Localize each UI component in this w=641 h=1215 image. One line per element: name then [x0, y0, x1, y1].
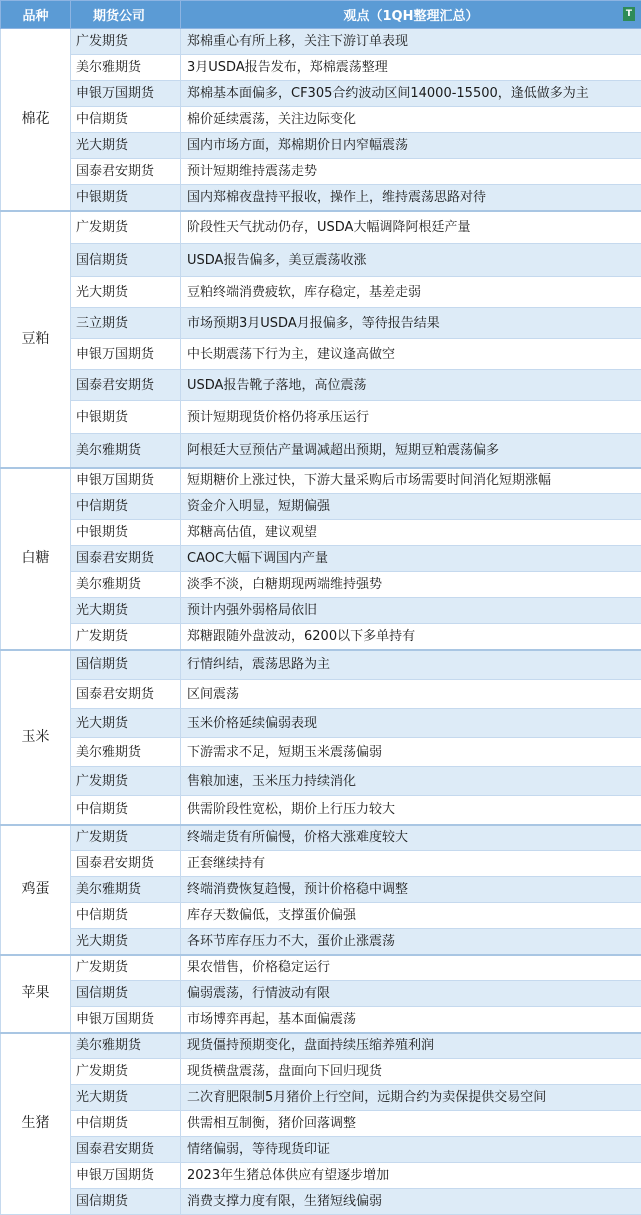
view-cell[interactable]: 阿根廷大豆预估产量调减超出预期，短期豆粕震荡偏多 [181, 434, 641, 468]
view-cell[interactable]: 供需相互制衡，猪价回落调整 [181, 1111, 641, 1137]
company-cell[interactable]: 光大期货 [71, 133, 181, 159]
table-row [1, 107, 641, 133]
company-cell[interactable]: 广发期货 [71, 211, 181, 244]
table-row [1, 277, 641, 308]
company-cell[interactable]: 国泰君安期货 [71, 680, 181, 709]
view-cell[interactable]: 预计短期维持震荡走势 [181, 159, 641, 185]
company-cell[interactable]: 国泰君安期货 [71, 546, 181, 572]
company-cell[interactable]: 国泰君安期货 [71, 1137, 181, 1163]
view-cell[interactable]: 阶段性天气扰动仍存，USDA大幅调降阿根廷产量 [181, 211, 641, 244]
view-cell[interactable]: 行情纠结，震荡思路为主 [181, 650, 641, 680]
view-cell[interactable]: 库存天数偏低，支撑蛋价偏强 [181, 903, 641, 929]
header-row [1, 1, 641, 29]
filter-icon[interactable]: T [623, 7, 635, 21]
view-cell[interactable]: 短期糖价上涨过快，下游大量采购后市场需要时间消化短期涨幅 [181, 468, 641, 494]
category-cell[interactable]: 玉米 [1, 650, 71, 825]
company-cell[interactable]: 光大期货 [71, 709, 181, 738]
table-row [1, 159, 641, 185]
view-cell[interactable]: 郑糖高估值，建议观望 [181, 520, 641, 546]
company-cell[interactable]: 中信期货 [71, 107, 181, 133]
company-cell[interactable]: 中银期货 [71, 520, 181, 546]
company-cell[interactable]: 美尔雅期货 [71, 1033, 181, 1059]
view-cell[interactable]: 国内市场方面，郑棉期价日内窄幅震荡 [181, 133, 641, 159]
table-row [1, 738, 641, 767]
company-cell[interactable]: 中信期货 [71, 796, 181, 825]
company-cell[interactable]: 国信期货 [71, 244, 181, 277]
table-row [1, 211, 641, 244]
table-row [1, 133, 641, 159]
view-cell[interactable]: 供需阶段性宽松，期价上行压力较大 [181, 796, 641, 825]
company-cell[interactable]: 美尔雅期货 [71, 877, 181, 903]
table-row [1, 185, 641, 211]
table-row [1, 308, 641, 339]
company-cell[interactable]: 美尔雅期货 [71, 434, 181, 468]
view-cell[interactable]: 各环节库存压力不大，蛋价止涨震荡 [181, 929, 641, 955]
table-row [1, 81, 641, 107]
company-cell[interactable]: 申银万国期货 [71, 1163, 181, 1189]
table-row [1, 494, 641, 520]
company-cell[interactable]: 申银万国期货 [71, 468, 181, 494]
header-company[interactable]: 期货公司 [71, 1, 181, 29]
table-row [1, 624, 641, 650]
view-cell[interactable]: 豆粕终端消费疲软，库存稳定，基差走弱 [181, 277, 641, 308]
view-cell[interactable]: 终端走货有所偏慢，价格大涨难度较大 [181, 825, 641, 851]
table-row [1, 1137, 641, 1163]
company-cell[interactable]: 广发期货 [71, 825, 181, 851]
view-cell[interactable]: 二次育肥限制5月猪价上行空间，远期合约为卖保提供交易空间 [181, 1085, 641, 1111]
table-row [1, 370, 641, 401]
header-view-label: 观点（1QH整理汇总） [344, 9, 479, 24]
table-row [1, 851, 641, 877]
table-row [1, 434, 641, 468]
table-row [1, 680, 641, 709]
view-cell[interactable]: 郑糖跟随外盘波动，6200以下多单持有 [181, 624, 641, 650]
table-row [1, 401, 641, 434]
company-cell[interactable]: 广发期货 [71, 955, 181, 981]
category-cell[interactable]: 苹果 [1, 955, 71, 1033]
table-row [1, 929, 641, 955]
view-cell[interactable]: 果农惜售，价格稳定运行 [181, 955, 641, 981]
view-cell[interactable]: 国内郑棉夜盘持平报收，操作上，维持震荡思路对待 [181, 185, 641, 211]
view-cell[interactable]: USDA报告偏多，美豆震荡收涨 [181, 244, 641, 277]
view-cell[interactable]: 偏弱震荡，行情波动有限 [181, 981, 641, 1007]
view-cell[interactable]: 市场博弈再起，基本面偏震荡 [181, 1007, 641, 1033]
company-cell[interactable]: 申银万国期货 [71, 1007, 181, 1033]
table-row [1, 796, 641, 825]
company-cell[interactable]: 国泰君安期货 [71, 851, 181, 877]
view-cell[interactable]: 玉米价格延续偏弱表现 [181, 709, 641, 738]
view-cell[interactable]: 下游需求不足，短期玉米震荡偏弱 [181, 738, 641, 767]
company-cell[interactable]: 申银万国期货 [71, 81, 181, 107]
company-cell[interactable]: 中信期货 [71, 494, 181, 520]
category-cell[interactable]: 鸡蛋 [1, 825, 71, 955]
table-row [1, 1163, 641, 1189]
company-cell[interactable]: 国信期货 [71, 650, 181, 680]
company-cell[interactable]: 中信期货 [71, 1111, 181, 1137]
table-row [1, 29, 641, 55]
table-row [1, 650, 641, 680]
view-cell[interactable]: 棉价延续震荡，关注边际变化 [181, 107, 641, 133]
category-cell[interactable]: 生猪 [1, 1033, 71, 1215]
view-cell[interactable]: 市场预期3月USDA月报偏多，等待报告结果 [181, 308, 641, 339]
table-row [1, 1059, 641, 1085]
table-row [1, 1033, 641, 1059]
view-cell[interactable]: 郑棉重心有所上移，关注下游订单表现 [181, 29, 641, 55]
table-body [1, 29, 641, 1215]
view-cell[interactable]: 售粮加速，玉米压力持续消化 [181, 767, 641, 796]
company-cell[interactable]: 中信期货 [71, 903, 181, 929]
view-cell[interactable]: 中长期震荡下行为主，建议逢高做空 [181, 339, 641, 370]
company-cell[interactable]: 申银万国期货 [71, 339, 181, 370]
view-cell[interactable]: 区间震荡 [181, 680, 641, 709]
table-row [1, 825, 641, 851]
table-row [1, 572, 641, 598]
view-cell[interactable]: 资金介入明显，短期偏强 [181, 494, 641, 520]
view-cell[interactable]: 3月USDA报告发布，郑棉震荡整理 [181, 55, 641, 81]
view-cell[interactable]: 正套继续持有 [181, 851, 641, 877]
header-view[interactable] [181, 1, 641, 29]
company-cell[interactable]: 广发期货 [71, 1059, 181, 1085]
view-cell[interactable]: 2023年生猪总体供应有望逐步增加 [181, 1163, 641, 1189]
company-cell[interactable]: 光大期货 [71, 929, 181, 955]
view-cell[interactable]: CAOC大幅下调国内产量 [181, 546, 641, 572]
company-cell[interactable]: 广发期货 [71, 624, 181, 650]
company-cell[interactable]: 中银期货 [71, 185, 181, 211]
table-row [1, 877, 641, 903]
table-row [1, 955, 641, 981]
company-cell[interactable]: 广发期货 [71, 29, 181, 55]
table-row [1, 520, 641, 546]
table-row [1, 598, 641, 624]
category-cell[interactable]: 棉花 [1, 29, 71, 211]
view-cell[interactable]: 消费支撑力度有限，生猪短线偏弱 [181, 1189, 641, 1215]
category-cell[interactable]: 豆粕 [1, 211, 71, 468]
company-cell[interactable]: 国泰君安期货 [71, 159, 181, 185]
company-cell[interactable]: 光大期货 [71, 277, 181, 308]
table-row [1, 468, 641, 494]
company-cell[interactable]: 美尔雅期货 [71, 55, 181, 81]
company-cell[interactable]: 三立期货 [71, 308, 181, 339]
company-cell[interactable]: 美尔雅期货 [71, 738, 181, 767]
header-category[interactable]: 品种 [1, 1, 71, 29]
company-cell[interactable]: 美尔雅期货 [71, 572, 181, 598]
view-cell[interactable]: USDA报告靴子落地，高位震荡 [181, 370, 641, 401]
view-cell[interactable]: 现货横盘震荡，盘面向下回归现货 [181, 1059, 641, 1085]
table-row [1, 244, 641, 277]
table-row [1, 1111, 641, 1137]
table-row [1, 1007, 641, 1033]
view-cell[interactable]: 郑棉基本面偏多，CF305合约波动区间14000-15500，逢低做多为主 [181, 81, 641, 107]
view-cell[interactable]: 现货僵持预期变化，盘面持续压缩养殖利润 [181, 1033, 641, 1059]
company-cell[interactable]: 光大期货 [71, 598, 181, 624]
table-row [1, 339, 641, 370]
view-cell[interactable]: 终端消费恢复趋慢，预计价格稳中调整 [181, 877, 641, 903]
company-cell[interactable]: 光大期货 [71, 1085, 181, 1111]
company-cell[interactable]: 中银期货 [71, 401, 181, 434]
company-cell[interactable]: 国信期货 [71, 1189, 181, 1215]
table-row [1, 903, 641, 929]
company-cell[interactable]: 国泰君安期货 [71, 370, 181, 401]
company-cell[interactable]: 广发期货 [71, 767, 181, 796]
view-cell[interactable]: 情绪偏弱，等待现货印证 [181, 1137, 641, 1163]
view-cell[interactable]: 预计内强外弱格局依旧 [181, 598, 641, 624]
table-row [1, 767, 641, 796]
view-cell[interactable]: 预计短期现货价格仍将承压运行 [181, 401, 641, 434]
company-cell[interactable]: 国信期货 [71, 981, 181, 1007]
table-row [1, 1085, 641, 1111]
table-row [1, 709, 641, 738]
table-row [1, 55, 641, 81]
table-row [1, 981, 641, 1007]
table-row [1, 546, 641, 572]
view-cell[interactable]: 淡季不淡，白糖期现两端维持强势 [181, 572, 641, 598]
category-cell[interactable]: 白糖 [1, 468, 71, 650]
